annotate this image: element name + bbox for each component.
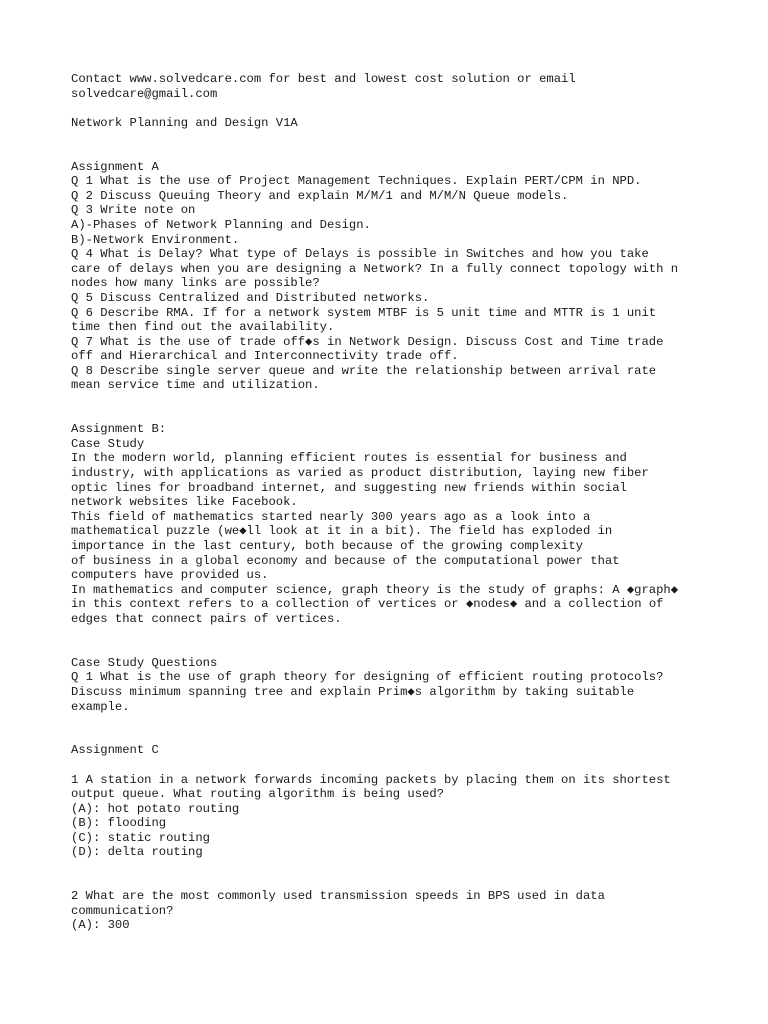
question-line: Q 2 Discuss Queuing Theory and explain M/M/1 and M/M/N Queue models. (71, 188, 569, 203)
question-line: communication? (71, 903, 174, 918)
contact-email: solvedcare@gmail.com (71, 86, 218, 101)
paragraph-line: industry, with applications as varied as product distribution, laying new fiber (71, 466, 649, 481)
paragraph-line: This field of mathematics started nearly 300 years ago as a look into a (71, 509, 591, 524)
case-study-body (71, 451, 751, 626)
case-study-questions-section (71, 656, 751, 714)
paragraph-line: in this context refers to a collection of vertices or ◆nodes◆ and a collection of (71, 597, 664, 612)
question-line: care of delays when you are designing a Network? In a fully connect topology with n (71, 261, 679, 276)
question-line: Q 1 What is the use of Project Management Techniques. Explain PERT/CPM in NPD. (71, 174, 642, 189)
question-line: Q 5 Discuss Centralized and Distributed networks. (71, 290, 430, 305)
question-line: example. (71, 699, 130, 714)
paragraph-line: optic lines for broadband internet, and suggesting new friends within social (71, 480, 627, 495)
answer-option: (B): flooding (71, 816, 167, 831)
assignment-b-heading: Assignment B: (71, 422, 167, 437)
paragraph-line: mathematical puzzle (we◆ll look at it in a bit). The field has exploded in (71, 524, 613, 539)
case-study-questions-heading: Case Study Questions (71, 655, 218, 670)
paragraph-line: network websites like Facebook. (71, 495, 298, 510)
mcq-question-2 (71, 889, 751, 933)
paragraph-line: of business in a global economy and because of the computational power that (71, 553, 620, 568)
question-line: 1 A station in a network forwards incoming packets by placing them on its shortest (71, 772, 671, 787)
question-line: 2 What are the most commonly used transmission speeds in BPS used in data (71, 889, 605, 904)
question-line: Q 3 Write note on (71, 203, 196, 218)
assignment-a-heading: Assignment A (71, 159, 159, 174)
question-line: Q 4 What is Delay? What type of Delays is possible in Switches and how you take (71, 247, 649, 262)
question-line: B)-Network Environment. (71, 232, 240, 247)
assignment-a-questions (71, 174, 751, 393)
course-title: Network Planning and Design V1A (71, 115, 298, 130)
answer-option: (D): delta routing (71, 845, 203, 860)
question-line: Q 8 Describe single server queue and write the relationship between arrival rate (71, 363, 657, 378)
assignment-c-section (71, 743, 751, 933)
question-line: A)-Phases of Network Planning and Design. (71, 217, 371, 232)
question-line: nodes how many links are possible? (71, 276, 320, 291)
question-line: output queue. What routing algorithm is being used? (71, 787, 444, 802)
case-study-heading: Case Study (71, 436, 145, 451)
question-line: Q 6 Describe RMA. If for a network system MTBF is 5 unit time and MTTR is 1 unit (71, 305, 657, 320)
question-line: time then find out the availability. (71, 320, 335, 335)
question-line: Discuss minimum spanning tree and explain Prim◆s algorithm by taking suitable (71, 684, 635, 699)
question-line: Q 7 What is the use of trade off◆s in Network Design. Discuss Cost and Time trade (71, 334, 664, 349)
answer-option: (A): hot potato routing (71, 801, 240, 816)
document-page (71, 72, 751, 933)
assignment-a-section (71, 160, 751, 394)
answer-option: (C): static routing (71, 830, 210, 845)
question-line: Q 1 What is the use of graph theory for designing of efficient routing protocols? (71, 670, 664, 685)
assignment-c-heading: Assignment C (71, 743, 159, 758)
assignment-b-section (71, 422, 751, 626)
paragraph-line: edges that connect pairs of vertices. (71, 611, 342, 626)
mcq-question-1 (71, 773, 751, 861)
paragraph-line: In mathematics and computer science, graph theory is the study of graphs: A ◆graph◆ (71, 582, 679, 597)
paragraph-line: In the modern world, planning efficient routes is essential for business and (71, 451, 627, 466)
question-line: off and Hierarchical and Interconnectivity trade off. (71, 349, 459, 364)
contact-line: Contact www.solvedcare.com for best and lowest cost solution or email (71, 72, 576, 86)
answer-option: (A): 300 (71, 918, 130, 933)
paragraph-line: importance in the last century, both because of the growing complexity (71, 539, 583, 553)
paragraph-line: computers have provided us. (71, 568, 269, 583)
question-line: mean service time and utilization. (71, 378, 320, 393)
